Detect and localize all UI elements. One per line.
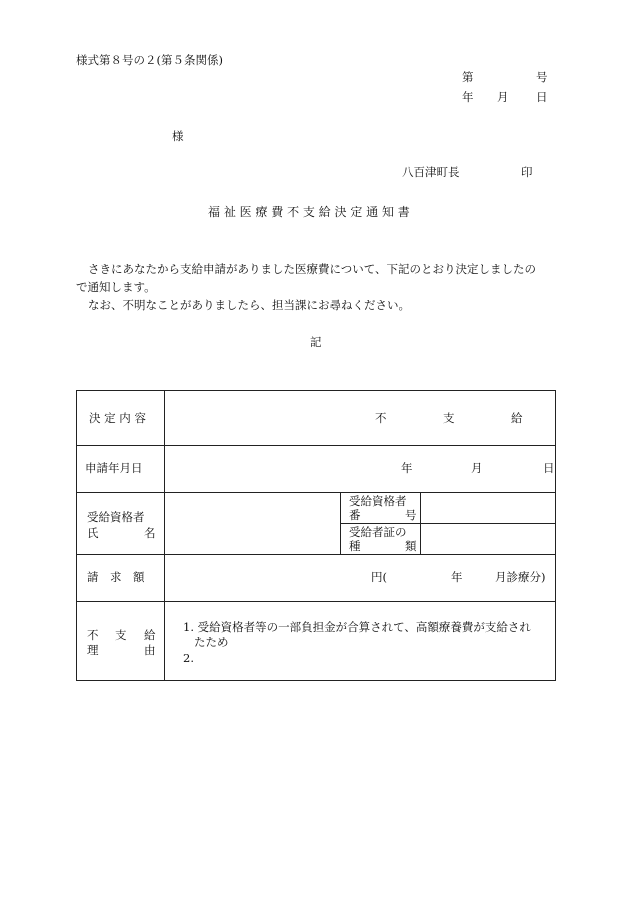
- date-month-label: 月: [497, 90, 509, 104]
- request-date-value-cell: [165, 446, 556, 493]
- issuer-name: 八百津町長: [402, 165, 460, 179]
- recipient-number-label-bottom-1: 番: [349, 508, 361, 522]
- reason-item-1-cont: たため: [183, 635, 229, 649]
- claim-label: 請 求 額: [87, 570, 145, 584]
- decision-table: [76, 390, 556, 681]
- claim-label-cell: [77, 555, 165, 602]
- request-day-unit: 日: [543, 461, 555, 475]
- recipient-label-top: 受給資格者: [87, 510, 145, 524]
- recipient-label-cell: [77, 493, 165, 555]
- decision-value-3: 給: [511, 411, 523, 425]
- row-recipient-a: [77, 493, 556, 524]
- reason-label-top-3: 給: [144, 628, 156, 642]
- certificate-label-bottom-2: 類: [405, 539, 417, 553]
- body-line-1: さきにあなたから支給申請がありました医療費について、下記のとおり決定しましたの: [88, 262, 537, 276]
- addressee-suffix: 様: [172, 129, 184, 143]
- claim-month: 月診療分): [495, 570, 546, 584]
- claim-value-cell: [165, 555, 556, 602]
- decision-value-1: 不: [375, 411, 387, 425]
- decision-label: 決 定 内 容: [89, 411, 146, 425]
- ki-heading: 記: [310, 335, 322, 349]
- date-year-label: 年: [462, 90, 474, 104]
- seal-mark: 印: [521, 165, 533, 179]
- recipient-number-label-top: 受給資格者: [349, 494, 407, 508]
- document-title: 福 祉 医 療 費 不 支 給 決 定 通 知 書: [208, 205, 410, 219]
- body-line-2: で通知します。: [76, 280, 156, 294]
- certificate-label-bottom-1: 種: [349, 539, 361, 553]
- reason-value-cell: [165, 602, 556, 681]
- issue-number-suffix: 号: [536, 70, 548, 84]
- reason-item-1: 1. 受給資格者等の一部負担金が合算されて、高額療養費が支給され: [183, 620, 531, 634]
- reason-label-cell: [77, 602, 165, 681]
- recipient-number-value-cell: [421, 493, 556, 524]
- reason-label-bottom-1: 理: [87, 643, 99, 657]
- request-year-unit: 年: [401, 461, 413, 475]
- decision-value-cell: [165, 391, 556, 446]
- recipient-number-label-cell: [341, 493, 421, 524]
- issue-number-prefix: 第: [462, 70, 474, 84]
- form-number: 様式第８号の２(第５条関係): [76, 53, 223, 67]
- row-claim: [77, 555, 556, 602]
- recipient-name-value-cell: [165, 493, 341, 555]
- recipient-number-label-bottom-2: 号: [405, 508, 417, 522]
- certificate-label-top: 受給者証の: [349, 525, 407, 539]
- recipient-label-bottom-2: 名: [144, 526, 156, 540]
- request-month-unit: 月: [471, 461, 483, 475]
- request-date-label-cell: [77, 446, 165, 493]
- reason-label-bottom-2: 由: [144, 643, 156, 657]
- row-decision: [77, 391, 556, 446]
- certificate-value-cell: [421, 524, 556, 555]
- decision-value-2: 支: [443, 411, 455, 425]
- row-reason: [77, 602, 556, 681]
- reason-label-top-2: 支: [115, 628, 127, 642]
- claim-year: 年: [451, 570, 463, 584]
- reason-label-top-1: 不: [87, 628, 99, 642]
- certificate-label-cell: [341, 524, 421, 555]
- recipient-label-bottom-1: 氏: [87, 526, 99, 540]
- body-line-3: なお、不明なことがありましたら、担当課にお尋ねください。: [88, 298, 410, 312]
- reason-item-2: 2.: [183, 651, 194, 665]
- row-request-date: [77, 446, 556, 493]
- decision-label-cell: [77, 391, 165, 446]
- claim-yen: 円(: [371, 570, 387, 584]
- date-day-label: 日: [536, 90, 548, 104]
- request-date-label: 申請年月日: [85, 461, 143, 475]
